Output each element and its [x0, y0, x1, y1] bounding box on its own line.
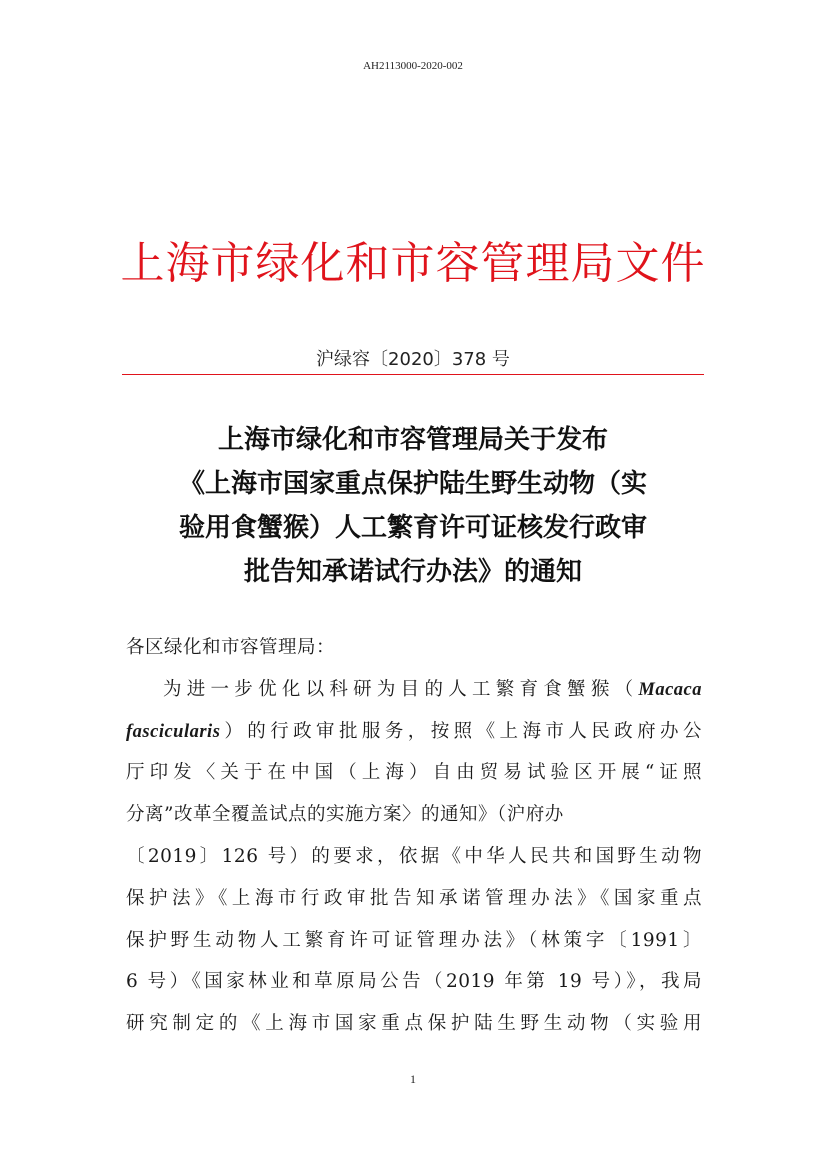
title-line: 上海市绿化和市容管理局关于发布 [217, 425, 608, 455]
body-line: 分离”改革全覆盖试点的实施方案〉的通知》（沪府办 [126, 804, 564, 826]
red-divider [122, 374, 704, 375]
document-number: 沪绿容〔2020〕378 号 [316, 349, 510, 370]
body-line: 研究制定的《上海市国家重点保护陆生野生动物（实验用 [126, 1013, 702, 1035]
species-name-latin: fascicularis [126, 721, 221, 742]
document-code: AH2113000-2020-002 [363, 60, 463, 72]
title-line: 批告知承诺试行办法》的通知 [243, 557, 582, 587]
body-text-segment: 为进一步优化以科研为目的人工繁育食蟹猴（ [163, 678, 639, 700]
body-line [126, 720, 702, 762]
species-name-latin: Macaca [638, 679, 702, 700]
body-line: 〔2019〕126 号）的要求，依据《中华人民共和国野生动物 [126, 845, 702, 867]
body-text [126, 636, 702, 1054]
title-line: 《上海市国家重点保护陆生野生动物（实 [178, 469, 647, 499]
body-text-segment: ）的行政审批服务，按照《上海市人民政府办公 [220, 720, 702, 742]
body-line: 6 号）《国家林业和草原局公告（2019 年第 19 号）》，我局 [126, 971, 702, 993]
document-title [122, 418, 704, 594]
issuer-header: 上海市绿化和市容管理局文件 [120, 238, 706, 289]
addressee: 各区绿化和市容管理局： [126, 637, 336, 658]
body-line: 厅印发〈关于在中国（上海）自由贸易试验区开展“证照 [126, 762, 702, 784]
body-line: 保护法》《上海市行政审批告知承诺管理办法》《国家重点 [126, 887, 702, 909]
body-line [126, 678, 702, 720]
title-line: 验用食蟹猴）人工繁育许可证核发行政审 [178, 513, 647, 543]
body-line: 保护野生动物人工繁育许可证管理办法》（林策字〔1991〕 [126, 929, 702, 951]
page-number: 1 [410, 1072, 416, 1086]
